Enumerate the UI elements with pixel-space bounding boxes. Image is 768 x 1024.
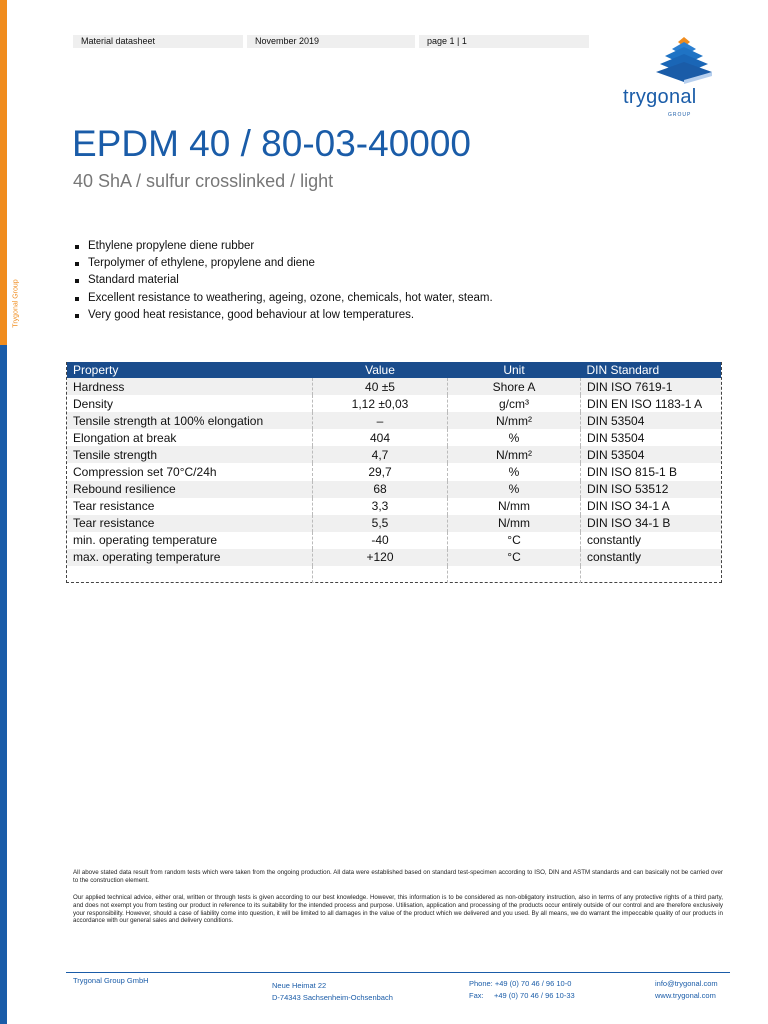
list-item: Very good heat resistance, good behaviour at low temperatures. (73, 307, 493, 324)
table-header-row (67, 362, 721, 378)
cell-din: constantly (581, 549, 722, 566)
cell-value: 3,3 (313, 498, 448, 515)
table-row (67, 395, 721, 412)
sidebar-accent-blue (0, 345, 7, 1024)
disclaimer-liability: Our applied technical advice, either oral, written or through tests is given according to our best knowledge. However, this information is to be considered as non-obligatory instruction, also in terms of any protective rights of a third party, and does not exempt you from testing our product in reference to its suitability for the intended process and purpose. Utilisation, application and processing of the products occur entirely outside of our control and are therefore exclusively your responsibility. However, should a case of liability come into question, it will be limited to all damages in the value of the product which we delivered and you used. By all means, we do warrant the impeccable quality of our products in accordance with our general sales and delivery conditions. (73, 894, 723, 925)
cell-din: DIN ISO 34-1 B (581, 515, 722, 532)
table-row (67, 515, 721, 532)
cell-value: – (313, 412, 448, 429)
header-doc-type: Material datasheet (73, 35, 243, 48)
footer-contact (469, 978, 575, 1002)
properties-table-frame (66, 362, 722, 583)
header-date: November 2019 (247, 35, 415, 48)
cell-property: Tensile strength at 100% elongation (67, 412, 313, 429)
cell-unit: g/cm³ (448, 395, 581, 412)
properties-table (67, 362, 721, 583)
footer-phone: Phone: +49 (0) 70 46 / 96 10-0 (469, 979, 572, 988)
list-item: Terpolymer of ethylene, propylene and diene (73, 255, 493, 272)
cell-unit: N/mm² (448, 412, 581, 429)
column-header-value: Value (313, 362, 448, 378)
cell-property: Compression set 70°C/24h (67, 463, 313, 480)
disclaimer-data-source: All above stated data result from random tests which were taken from the ongoing production. All data were established based on standard test-specimen according to ISO, DIN and ASTM standards and can basically not be carried over to the construction element. (73, 869, 723, 884)
cell-value: -40 (313, 532, 448, 549)
footer-divider (66, 972, 730, 973)
cell-din: DIN 53504 (581, 412, 722, 429)
cell-value: 40 ±5 (313, 378, 448, 395)
cell-unit (448, 566, 581, 583)
sidebar-accent-orange (0, 0, 7, 345)
table-row (67, 549, 721, 566)
footer-website-link[interactable]: www.trygonal.com (655, 991, 716, 1000)
cell-property: Tear resistance (67, 515, 313, 532)
footer-company (73, 975, 149, 987)
cell-value: +120 (313, 549, 448, 566)
list-item: Standard material (73, 272, 493, 289)
table-row (67, 566, 721, 583)
cell-unit: % (448, 463, 581, 480)
cell-property: Density (67, 395, 313, 412)
cell-unit: N/mm (448, 515, 581, 532)
page-title: EPDM 40 / 80-03-40000 (72, 123, 472, 164)
cell-din: DIN ISO 53512 (581, 481, 722, 498)
trygonal-logo-icon (620, 30, 750, 125)
cell-unit: % (448, 481, 581, 498)
cell-unit: % (448, 429, 581, 446)
table-row (67, 498, 721, 515)
table-row (67, 481, 721, 498)
table-row (67, 463, 721, 480)
cell-value: 4,7 (313, 446, 448, 463)
cell-value: 29,7 (313, 463, 448, 480)
cell-property: max. operating temperature (67, 549, 313, 566)
cell-din: DIN ISO 34-1 A (587, 499, 670, 514)
list-item: Ethylene propylene diene rubber (73, 238, 493, 255)
table-row (67, 446, 721, 463)
cell-value: 68 (313, 481, 448, 498)
column-header-property: Property (67, 362, 313, 378)
cell-property: Rebound resilience (67, 481, 313, 498)
cell-din (581, 566, 722, 583)
table-row (67, 532, 721, 549)
logo-wordmark: trygonal (623, 86, 697, 108)
cell-property: min. operating temperature (67, 532, 313, 549)
table-row (67, 378, 721, 395)
page-subtitle: 40 ShA / sulfur crosslinked / light (73, 171, 334, 191)
cell-din: DIN ISO 815-1 B (587, 465, 678, 480)
cell-unit: Shore A (448, 378, 581, 395)
cell-din: DIN EN ISO 1183-1 A (587, 396, 703, 411)
feature-list (73, 238, 493, 324)
cell-property: Tear resistance (67, 498, 313, 515)
cell-property (67, 566, 313, 583)
cell-value (313, 566, 448, 583)
footer-fax: Fax: +49 (0) 70 46 / 96 10-33 (469, 991, 575, 1000)
cell-value: 1,12 ±0,03 (313, 395, 448, 412)
cell-unit: °C (448, 532, 581, 549)
logo-tagline: GROUP (668, 112, 692, 118)
cell-property: Tensile strength (67, 446, 313, 463)
cell-unit: N/mm² (448, 446, 581, 463)
cell-din: DIN ISO 7619-1 (581, 378, 722, 395)
footer-online (655, 978, 718, 1002)
cell-property: Hardness (67, 378, 313, 395)
table-row (67, 429, 721, 446)
cell-din: DIN 53504 (581, 446, 722, 463)
list-item: Excellent resistance to weathering, ageing, ozone, chemicals, hot water, steam. (73, 290, 493, 307)
side-label: Trygonal Group (12, 279, 20, 328)
column-header-unit: Unit (448, 362, 581, 378)
header-page: page 1 | 1 (419, 35, 589, 48)
footer-email-link[interactable]: info@trygonal.com (655, 979, 718, 988)
cell-unit: N/mm (448, 498, 581, 515)
footer-company-name: Trygonal Group GmbH (73, 976, 149, 985)
cell-din: DIN 53504 (587, 430, 645, 445)
table-row (67, 412, 721, 429)
column-header-din-standard: DIN Standard (581, 362, 722, 378)
cell-property: Elongation at break (67, 429, 313, 446)
cell-din: constantly (587, 533, 642, 548)
footer-street: Neue Heimat 22 (272, 981, 327, 990)
cell-unit: °C (448, 549, 581, 566)
footer-address (272, 980, 393, 1004)
cell-value: 5,5 (313, 515, 448, 532)
footer-city: D-74343 Sachsenheim-Ochsenbach (272, 993, 393, 1002)
cell-value: 404 (313, 429, 448, 446)
